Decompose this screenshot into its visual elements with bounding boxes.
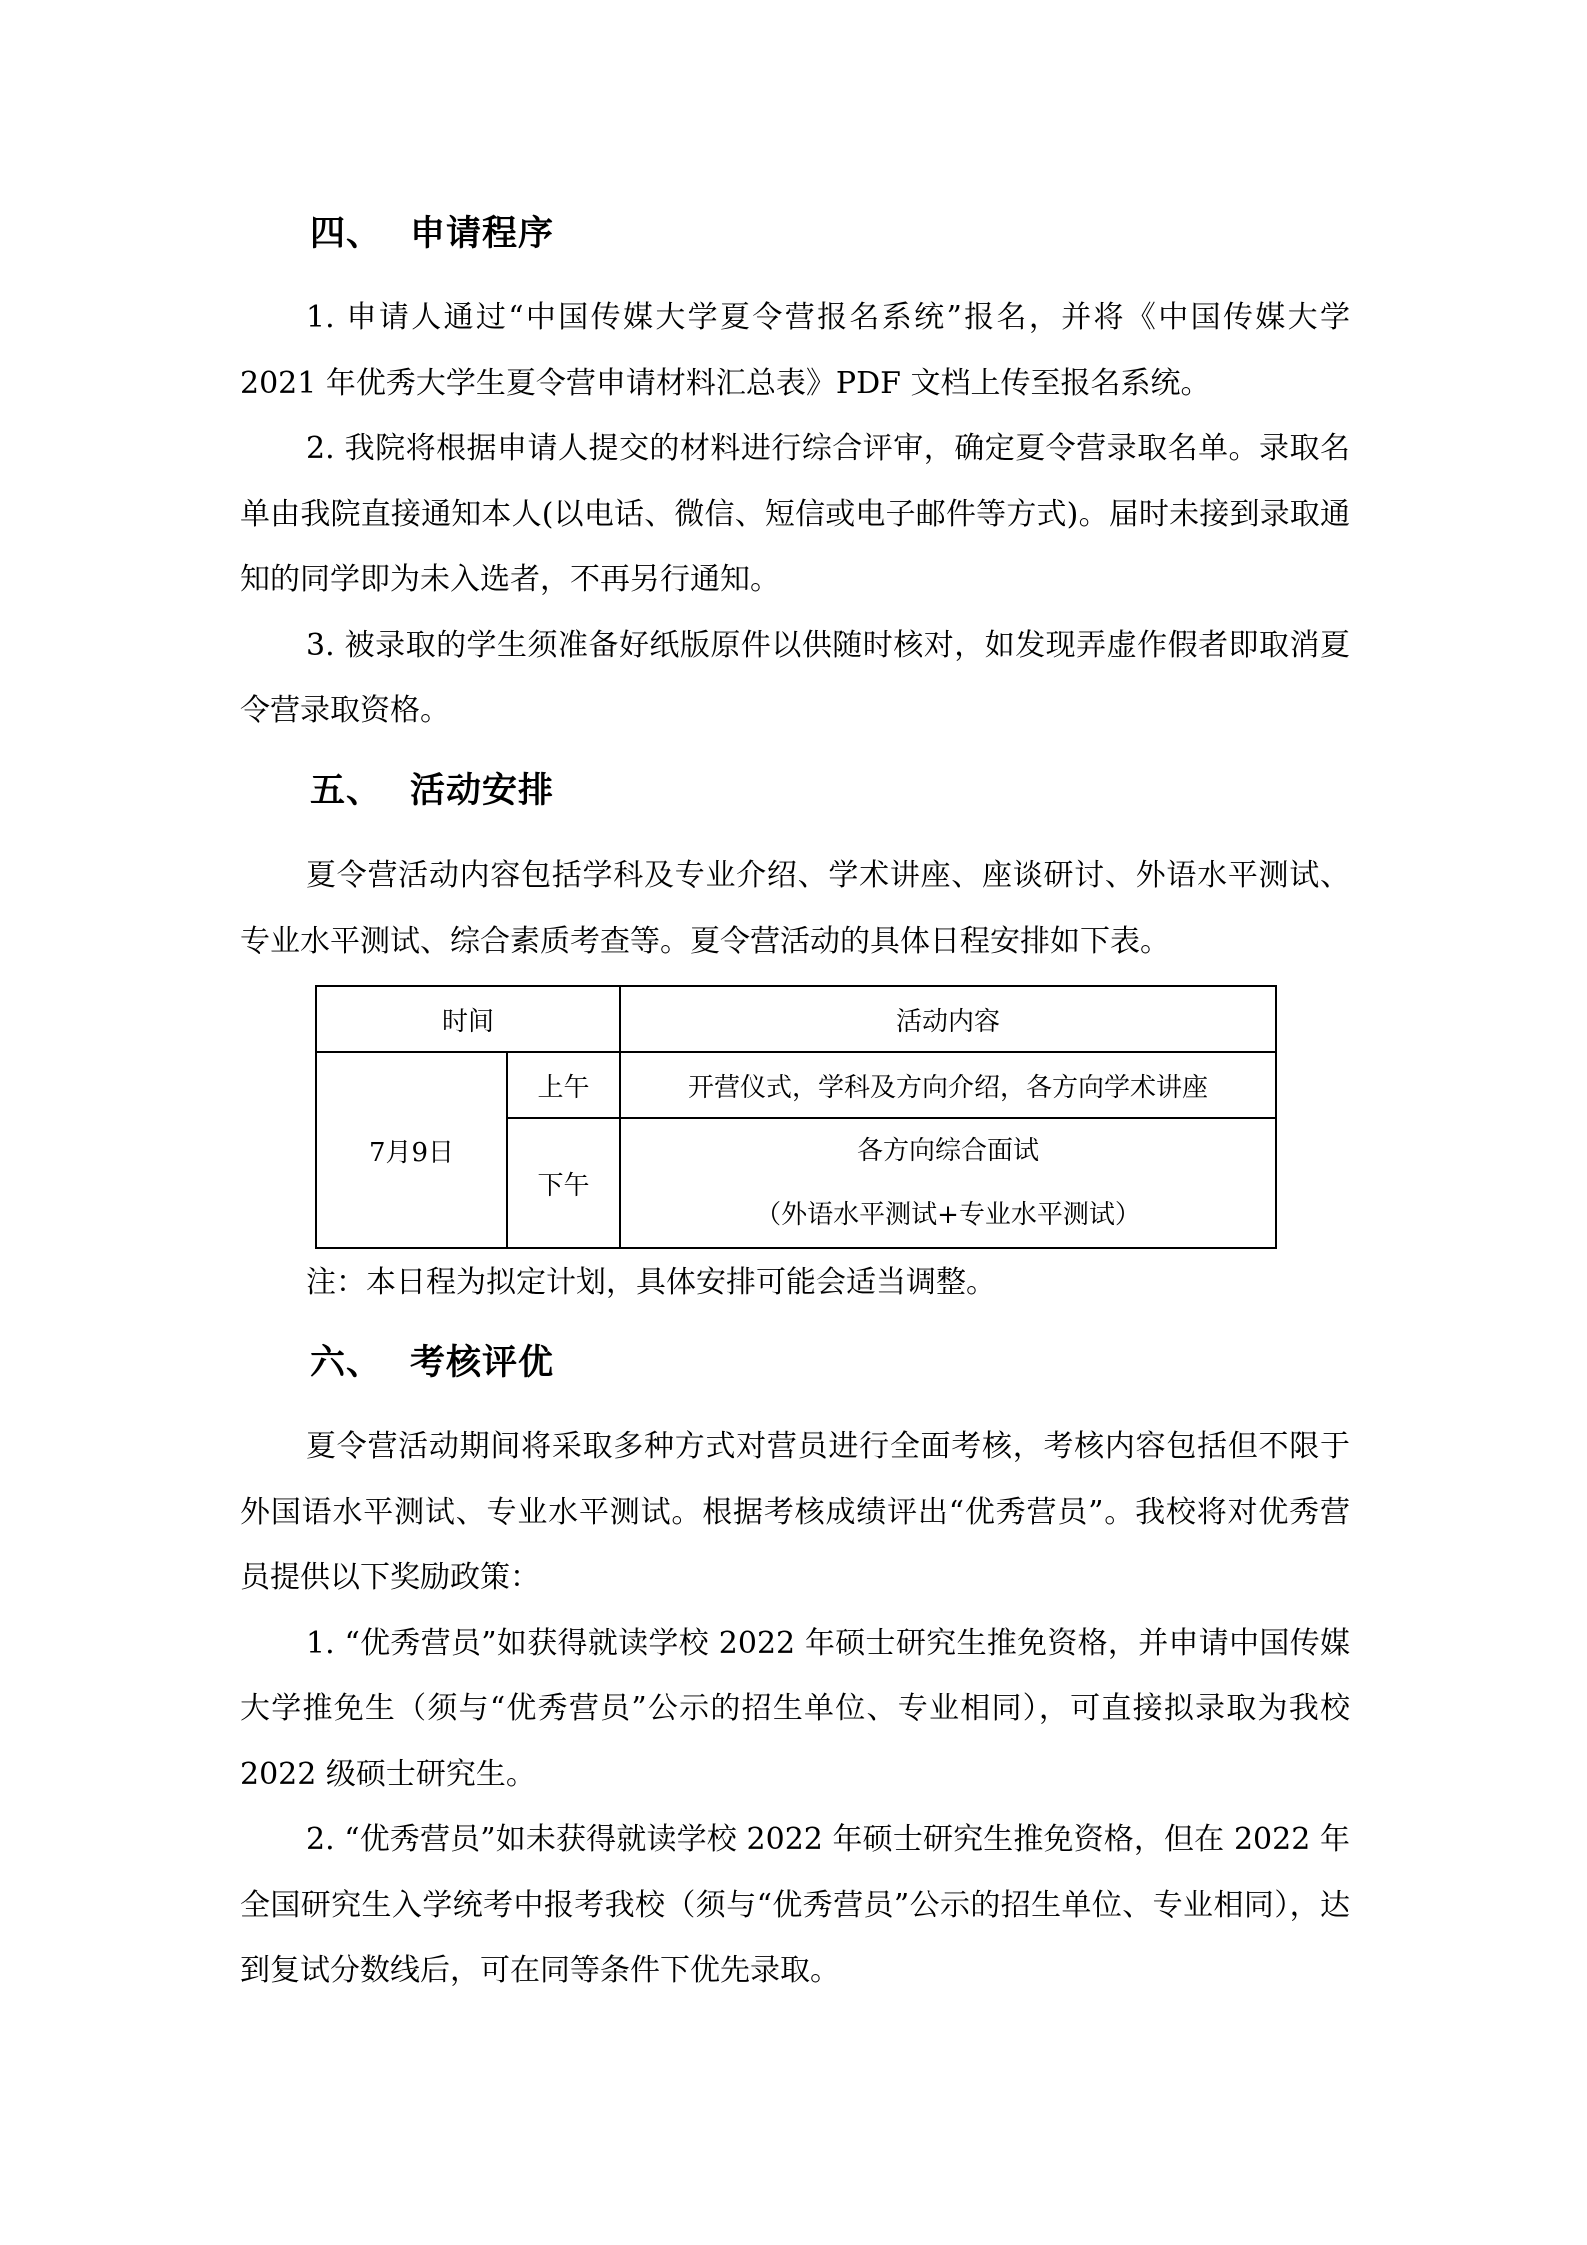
content-line: 各方向综合面试 bbox=[856, 1136, 1039, 1166]
content-cell bbox=[620, 1118, 1276, 1248]
section-title: 考核评优 bbox=[410, 1343, 555, 1383]
paragraph: 2. 我院将根据申请人提交的材料进行综合评审，确定夏令营录取名单。录取名单由我院直接通知本人(以电话、微信、短信或电子邮件等方式)。届时未接到录取通知的同学即为未入选者，不再另行通知。 bbox=[240, 431, 1350, 597]
header-content: 活动内容 bbox=[620, 986, 1276, 1052]
section-title: 申请程序 bbox=[410, 214, 555, 254]
section-number: 四、 bbox=[310, 214, 383, 254]
section-title: 活动安排 bbox=[410, 771, 555, 811]
schedule-note: 注：本日程为拟定计划，具体安排可能会适当调整。 bbox=[306, 1265, 996, 1300]
section-body-evaluation bbox=[240, 1414, 1350, 2004]
date-cell: 7月9日 bbox=[316, 1052, 507, 1248]
content-cell: 开营仪式，学科及方向介绍，各方向学术讲座 bbox=[620, 1052, 1276, 1118]
section-heading-evaluation bbox=[310, 1335, 554, 1385]
section-number: 六、 bbox=[310, 1343, 383, 1383]
slot-cell: 上午 bbox=[507, 1052, 620, 1118]
table-row bbox=[316, 1052, 1276, 1118]
paragraph: 2. “优秀营员”如未获得就读学校 2022 年硕士研究生推免资格，但在 2022 年全国研究生入学统考中报考我校（须与“优秀营员”公示的招生单位、专业相同），达到复试分数线后，可在同等条件下优先录取。 bbox=[240, 1822, 1350, 1988]
paragraph: 夏令营活动期间将采取多种方式对营员进行全面考核，考核内容包括但不限于外国语水平测试、专业水平测试。根据考核成绩评出“优秀营员”。我校将对优秀营员提供以下奖励政策： bbox=[240, 1429, 1350, 1595]
content-line: （外语水平测试+专业水平测试） bbox=[755, 1200, 1141, 1230]
section-body-application bbox=[240, 285, 1350, 744]
paragraph: 1. “优秀营员”如获得就读学校 2022 年硕士研究生推免资格，并申请中国传媒大学推免生（须与“优秀营员”公示的招生单位、专业相同），可直接拟录取为我校 2022 级硕士研究生。 bbox=[240, 1625, 1350, 1792]
paragraph: 夏令营活动内容包括学科及专业介绍、学术讲座、座谈研讨、外语水平测试、专业水平测试、综合素质考查等。夏令营活动的具体日程安排如下表。 bbox=[240, 858, 1350, 959]
section-heading-application bbox=[310, 206, 554, 256]
paragraph: 1. 申请人通过“中国传媒大学夏令营报名系统”报名，并将《中国传媒大学 2021 年优秀大学生夏令营申请材料汇总表》PDF 文档上传至报名系统。 bbox=[240, 300, 1350, 401]
section-body-schedule bbox=[240, 843, 1350, 974]
table-header-row bbox=[316, 986, 1276, 1052]
schedule-table bbox=[315, 985, 1277, 1249]
slot-cell: 下午 bbox=[507, 1118, 620, 1248]
section-heading-schedule bbox=[310, 763, 554, 813]
section-number: 五、 bbox=[310, 771, 383, 811]
header-time: 时间 bbox=[316, 986, 620, 1052]
paragraph: 3. 被录取的学生须准备好纸版原件以供随时核对，如发现弄虚作假者即取消夏令营录取资格。 bbox=[240, 627, 1350, 728]
